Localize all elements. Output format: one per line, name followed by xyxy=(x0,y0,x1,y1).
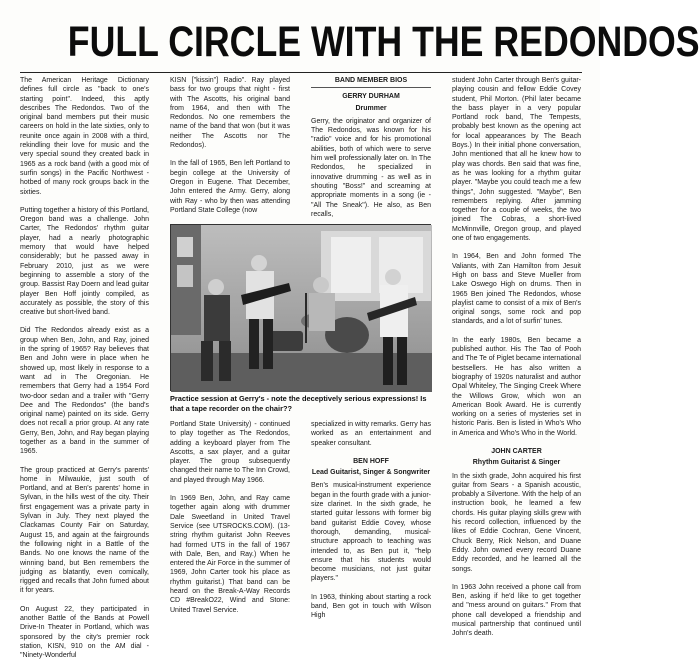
photo-illustration xyxy=(171,225,432,392)
column-1 xyxy=(20,76,149,660)
band-practice-photo xyxy=(170,224,431,391)
col1-paragraph-5: On August 22, they participated in another Battle of the Bands at Powell Drive-In Theater in Portland, which was sponsored by the city's premier rock station, KISN, 910 on the AM dial - "Ninety-Wonderful xyxy=(20,605,149,660)
col1-paragraph-3: Did The Redondos already exist as a group when Ben, John, and Ray, joined in the spring of 1965? Ray believes that Ben and John were in place when he showed up, most likely in response to a want ad in The Oregonian. He remembers that Gerry had a 1954 Ford two-door sedan and a trailer with "Gerry Dee and The Redondos" (the band's original name) painted on its side. Gerry does not recall a prior group. At any rate Gerry, Ben, John, and Ray began playing together as a band in the summer of 1965. xyxy=(20,327,149,456)
col4-paragraph-5: In 1963 John received a phone call from Ben, asking if he'd like to get together and "mess around on guitars." From that phone call developed a friendship and musical partnership that continued until John's death. xyxy=(452,583,581,638)
col3-paragraph-1: Gerry, the originator and organizer of The Redondos, was known for his "radio" voice and for his promotional abilities, both of which were to serve him well professionally later on. In The Redondos, he specialized in innovative drumming - as well as in shouting "Boss!" and screaming at appropriate moments in a song (ie - "All The Sneak"). He also, as Ben recalls, xyxy=(311,117,431,218)
col1-paragraph-1: The American Heritage Dictionary defines full circle as "back to one's starting point". Indeed, this aptly describes The Redondos. Two of the original band members put their music careers on hold in the late sixties, only to reunite once again in 2008 with a third, rekindling their love for music and the very special sound they created back in 1965 as a rock band (with a good mix of surfin songs) in the Pacific Northwest - hotbed of many rock groups back in the sixties. xyxy=(20,77,149,196)
column-3-upper xyxy=(311,76,431,222)
col2-paragraph-1: KISN ["kissin"] Radio". Ray played bass for two groups that night - first with The Ascotts, his original band from 1964, and then with The Redondos. No one remembers the name of the band that won (but it was neither The Ascotts nor The Redondos). xyxy=(170,77,290,150)
ben-role: Lead Guitarist, Singer & Songwriter xyxy=(311,469,431,477)
column-2-lower xyxy=(170,420,290,614)
lower3-paragraph-1: specialized in witty remarks. Gerry has worked as an entertainment and speaker consultant. xyxy=(311,421,431,447)
photo-caption: Practice session at Gerry's - note the deceptively serious expressions! Is that a tape recorder on the chair?? xyxy=(170,394,427,413)
col4-paragraph-2: In 1964, Ben and John formed The Valiants, with Zan Hamilton from Jesuit High on bass and Steve Mueller from Lake Oswego High on drums. Then in 1965 Ben joined The Redondos, whose playlist came to consist of a mix of Ben's original songs, some rock and pop standards, and a lot of surfin' tunes. xyxy=(452,253,581,326)
lower2-paragraph-1: Portland State University) - continued to play together as The Redondos, adding a keyboard player from The Ascotts, a sax player, and a guitar player. The group subsequently changed their name to The Inn Crowd, and played through May 1966. xyxy=(170,421,290,484)
lower3-paragraph-2: Ben's musical-instrument experience began in the fourth grade with a junior-size clarinet. In the sixth grade, he started guitar lessons with former big band guitarist Eddie Covey, whose thorough, demanding, musical-structure approach to teaching was intended to, as Ben put it, "help ensure that his students would become musicians, not just guitar players." xyxy=(311,482,431,583)
john-name: JOHN CARTER xyxy=(491,447,542,455)
col1-paragraph-2: Putting together a history of this Portland, Oregon band was a challenge. John Carter, The Redondos' rhythm guitar player, had a nearly photographic memory that would have helped considerably; but he passed away in February 2010, just as we were beginning to assemble a story of the group. Bassist Ray Doern and lead guitar player Ben Hoff jointly compiled, as accurately as possible, the story of this creative but short-lived band. xyxy=(20,206,149,317)
column-4 xyxy=(452,76,581,638)
col4-paragraph-3: In the early 1980s, Ben became a published author. His The Tao of Pooh and The Te of Piglet became international bestsellers. He has also written a biography of 1920s naturalist and author Opal Whiteley, The Singing Creek Where the Willows Grow, which won an American Book Award. He is currently working on a series of mysteries set in historic Paris. Ben is listed in Who's Who in America and Who's Who in the World. xyxy=(452,336,581,437)
headline-rule xyxy=(20,72,582,73)
headline: FULL CIRCLE WITH THE REDONDOS xyxy=(67,18,700,66)
gerry-role: Drummer xyxy=(355,104,387,112)
col1-paragraph-4: The group practiced at Gerry's parents' home in Milwaukie, just south of Portland, and at Ben's parents' home in Sylvan, in the hills west of the city. Their first engagement was a private party in Sylvan in July. They next played the Clackamas County Fair on Saturday, August 15, and again at the fairgrounds the following night in a Battle of the Bands. No one knows the name of the winning band, but Ben remembers the judging as blatantly, even comically, rigged and recalls that John fumed about it for years. xyxy=(20,466,149,595)
gerry-name: GERRY DURHAM xyxy=(342,93,400,101)
ben-name: BEN HOFF xyxy=(353,457,389,465)
column-3-lower xyxy=(311,420,431,620)
col4-paragraph-1: student John Carter through Ben's guitar-playing cousin and fellow Eddie Covey student, Phil Morton. (Phil later became the bass player in a very popular Portland rock band, The Tempests, probably best known as the opening act for local appearances by The Beach Boys.) In their initial phone conversation, John mentioned that all he knew how to play was chords. Ben said that was fine, as he was looking for a rhythm guitar player. "Maybe you could teach me a few things", John suggested. "Maybe", Ben remembers replying. After jamming together for a couple of weeks, the two joined The Cobras, a short-lived McMinnville, Oregon group, and played one of two engagements. xyxy=(452,77,581,243)
col4-paragraph-4: In the sixth grade, John acquired his first guitar from Sears - a Spanish acoustic, probably a Silvertone. With the help of an instruction book, he learned a few chords. His guitar playing skills grew with his record collection, influenced by the likes of Eddie Cochran, Gene Vincent, Chuck Berry, Rick Nelson, and Duane Eddy. John owned every record Duane Eddy recorded, and he learned all the songs. xyxy=(452,472,581,573)
bios-title: BAND MEMBER BIOS xyxy=(334,77,408,84)
column-2-upper xyxy=(170,76,290,222)
lower2-paragraph-2: In 1969 Ben, John, and Ray came together again along with drummer Dale Sweetland in United Travel Service (see UTSROCKS.COM). (13-string rhythm guitarist John Reeves had formed UTS in the fall of 1967 with Dale, Ben, and Ray.) When he entered the Air Force in the summer of 1969, John Carter took his place as rhythm guitarist.) That band can be heard on the Break-A-Way Records CD #BreakO22, Wind and Stone: United Travel Service. xyxy=(170,495,290,614)
col2-paragraph-2: In the fall of 1965, Ben left Portland to begin college at the University of Oregon in Eugene. That December, John entered the Army. Gerry, along with Ray - who by then was attending Portland State College (now xyxy=(170,160,290,214)
lower3-paragraph-3: In 1963, thinking about starting a rock band, Ben got in touch with Wilson High xyxy=(311,593,431,620)
john-role: Rhythm Guitarist & Singer xyxy=(472,459,561,467)
bios-rule xyxy=(311,87,431,88)
